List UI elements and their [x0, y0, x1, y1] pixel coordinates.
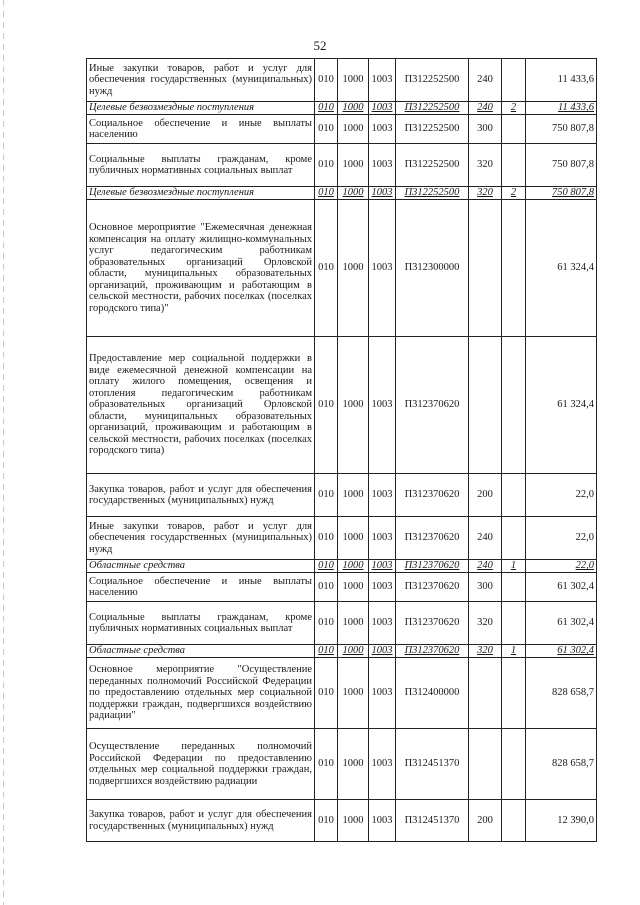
source-code [502, 474, 526, 517]
expense-type-code: 240 [469, 517, 502, 560]
expense-type-code: 240 [469, 59, 502, 102]
target-article-code: П312252500 [396, 102, 469, 115]
amount-value: 61 302,4 [526, 573, 597, 602]
table-row [87, 658, 597, 729]
subsection-code: 1003 [369, 102, 396, 115]
ministry-code: 010 [315, 729, 338, 800]
section-code: 1000 [338, 573, 369, 602]
table-row [87, 102, 597, 115]
table-row [87, 729, 597, 800]
row-name: Областные средства [87, 645, 315, 658]
ministry-code: 010 [315, 144, 338, 187]
table-row [87, 573, 597, 602]
row-name: Закупка товаров, работ и услуг для обеспечения государственных (муниципальных) нужд [87, 800, 315, 842]
ministry-code: 010 [315, 800, 338, 842]
subsection-code: 1003 [369, 602, 396, 645]
expense-type-code: 320 [469, 645, 502, 658]
row-name: Социальное обеспечение и иные выплаты населению [87, 573, 315, 602]
row-name: Иные закупки товаров, работ и услуг для обеспечения государственных (муниципальных) нужд [87, 517, 315, 560]
expense-type-code: 200 [469, 800, 502, 842]
amount-value: 750 807,8 [526, 115, 597, 144]
subsection-code: 1003 [369, 658, 396, 729]
section-code: 1000 [338, 144, 369, 187]
section-code: 1000 [338, 729, 369, 800]
section-code: 1000 [338, 59, 369, 102]
table-row [87, 115, 597, 144]
ministry-code: 010 [315, 602, 338, 645]
subsection-code: 1003 [369, 115, 396, 144]
row-name: Предоставление мер социальной поддержки в виде ежемесячной денежной компенсации на оплату жилого помещения, освещения и отопления педагогическим работникам образовательных организаций Орловской области, муниципальных образовательных организаций, проживающим и работающим в сельской местности, рабочих поселках (поселках городского типа) [87, 337, 315, 474]
row-name: Закупка товаров, работ и услуг для обеспечения государственных (муниципальных) нужд [87, 474, 315, 517]
subsection-code: 1003 [369, 573, 396, 602]
amount-value: 828 658,7 [526, 658, 597, 729]
subsection-code: 1003 [369, 337, 396, 474]
section-code: 1000 [338, 474, 369, 517]
expense-type-code: 200 [469, 474, 502, 517]
source-code [502, 200, 526, 337]
expense-type-code: 320 [469, 602, 502, 645]
source-code: 1 [502, 645, 526, 658]
table-row [87, 474, 597, 517]
target-article-code: П312370620 [396, 337, 469, 474]
source-code [502, 115, 526, 144]
expense-type-code [469, 337, 502, 474]
target-article-code: П312451370 [396, 729, 469, 800]
subsection-code: 1003 [369, 144, 396, 187]
target-article-code: П312370620 [396, 573, 469, 602]
section-code: 1000 [338, 800, 369, 842]
ministry-code: 010 [315, 102, 338, 115]
section-code: 1000 [338, 645, 369, 658]
amount-value: 750 807,8 [526, 187, 597, 200]
row-name: Целевые безвозмездные поступления [87, 102, 315, 115]
expense-type-code: 240 [469, 102, 502, 115]
target-article-code: П312370620 [396, 517, 469, 560]
ministry-code: 010 [315, 560, 338, 573]
target-article-code: П312252500 [396, 115, 469, 144]
amount-value: 22,0 [526, 474, 597, 517]
ministry-code: 010 [315, 200, 338, 337]
source-code [502, 602, 526, 645]
table-row [87, 337, 597, 474]
expense-type-code [469, 729, 502, 800]
row-name: Целевые безвозмездные поступления [87, 187, 315, 200]
table-row [87, 187, 597, 200]
source-code [502, 800, 526, 842]
ministry-code: 010 [315, 115, 338, 144]
subsection-code: 1003 [369, 517, 396, 560]
source-code: 2 [502, 187, 526, 200]
target-article-code: П312451370 [396, 800, 469, 842]
subsection-code: 1003 [369, 187, 396, 200]
table-row [87, 200, 597, 337]
amount-value: 61 302,4 [526, 645, 597, 658]
expense-type-code [469, 200, 502, 337]
expense-type-code: 320 [469, 144, 502, 187]
expense-type-code: 300 [469, 115, 502, 144]
ministry-code: 010 [315, 474, 338, 517]
row-name: Областные средства [87, 560, 315, 573]
row-name: Иные закупки товаров, работ и услуг для обеспечения государственных (муниципальных) нужд [87, 59, 315, 102]
section-code: 1000 [338, 517, 369, 560]
target-article-code: П312252500 [396, 144, 469, 187]
amount-value: 22,0 [526, 560, 597, 573]
expense-type-code: 240 [469, 560, 502, 573]
subsection-code: 1003 [369, 729, 396, 800]
section-code: 1000 [338, 115, 369, 144]
target-article-code: П312370620 [396, 602, 469, 645]
row-name: Социальные выплаты гражданам, кроме публичных нормативных социальных выплат [87, 602, 315, 645]
amount-value: 61 302,4 [526, 602, 597, 645]
expense-type-code: 320 [469, 187, 502, 200]
source-code [502, 144, 526, 187]
ministry-code: 010 [315, 337, 338, 474]
section-code: 1000 [338, 602, 369, 645]
subsection-code: 1003 [369, 59, 396, 102]
subsection-code: 1003 [369, 560, 396, 573]
row-name: Социальное обеспечение и иные выплаты населению [87, 115, 315, 144]
target-article-code: П312300000 [396, 200, 469, 337]
amount-value: 61 324,4 [526, 337, 597, 474]
source-code [502, 729, 526, 800]
section-code: 1000 [338, 200, 369, 337]
source-code [502, 658, 526, 729]
target-article-code: П312370620 [396, 560, 469, 573]
target-article-code: П312252500 [396, 59, 469, 102]
table-row [87, 144, 597, 187]
section-code: 1000 [338, 102, 369, 115]
scan-edge-artifact [3, 0, 4, 905]
target-article-code: П312370620 [396, 645, 469, 658]
amount-value: 12 390,0 [526, 800, 597, 842]
ministry-code: 010 [315, 517, 338, 560]
section-code: 1000 [338, 337, 369, 474]
row-name: Социальные выплаты гражданам, кроме публичных нормативных социальных выплат [87, 144, 315, 187]
table-row [87, 602, 597, 645]
table-row [87, 645, 597, 658]
row-name: Осуществление переданных полномочий Российской Федерации по предоставлению отдельных мер социальной поддержки граждан, подвергшихся воздействию радиации [87, 729, 315, 800]
amount-value: 61 324,4 [526, 200, 597, 337]
ministry-code: 010 [315, 645, 338, 658]
page-number: 52 [313, 38, 327, 53]
amount-value: 750 807,8 [526, 144, 597, 187]
amount-value: 11 433,6 [526, 59, 597, 102]
amount-value: 22,0 [526, 517, 597, 560]
target-article-code: П312252500 [396, 187, 469, 200]
expense-type-code: 300 [469, 573, 502, 602]
row-name: Основное мероприятие "Осуществление переданных полномочий Российской Федерации по предоставлению отдельных мер социальной поддержки граждан, подвергшихся воздействию радиации" [87, 658, 315, 729]
source-code [502, 59, 526, 102]
section-code: 1000 [338, 560, 369, 573]
ministry-code: 010 [315, 59, 338, 102]
row-name: Основное мероприятие "Ежемесячная денежная компенсация на оплату жилищно-коммунальных услуг педагогическим работникам образовательных организаций Орловской области, муниципальных образовательных организаций, проживающим и работающим в сельской местности, рабочих поселках (поселках городского типа)" [87, 200, 315, 337]
target-article-code: П312400000 [396, 658, 469, 729]
ministry-code: 010 [315, 658, 338, 729]
source-code [502, 517, 526, 560]
section-code: 1000 [338, 658, 369, 729]
expense-type-code [469, 658, 502, 729]
subsection-code: 1003 [369, 474, 396, 517]
subsection-code: 1003 [369, 645, 396, 658]
ministry-code: 010 [315, 187, 338, 200]
table-row [87, 560, 597, 573]
source-code: 2 [502, 102, 526, 115]
amount-value: 828 658,7 [526, 729, 597, 800]
source-code [502, 337, 526, 474]
source-code [502, 573, 526, 602]
budget-table [86, 58, 597, 842]
ministry-code: 010 [315, 573, 338, 602]
amount-value: 11 433,6 [526, 102, 597, 115]
source-code: 1 [502, 560, 526, 573]
table-row [87, 517, 597, 560]
subsection-code: 1003 [369, 200, 396, 337]
section-code: 1000 [338, 187, 369, 200]
table-row [87, 59, 597, 102]
subsection-code: 1003 [369, 800, 396, 842]
target-article-code: П312370620 [396, 474, 469, 517]
table-row [87, 800, 597, 842]
